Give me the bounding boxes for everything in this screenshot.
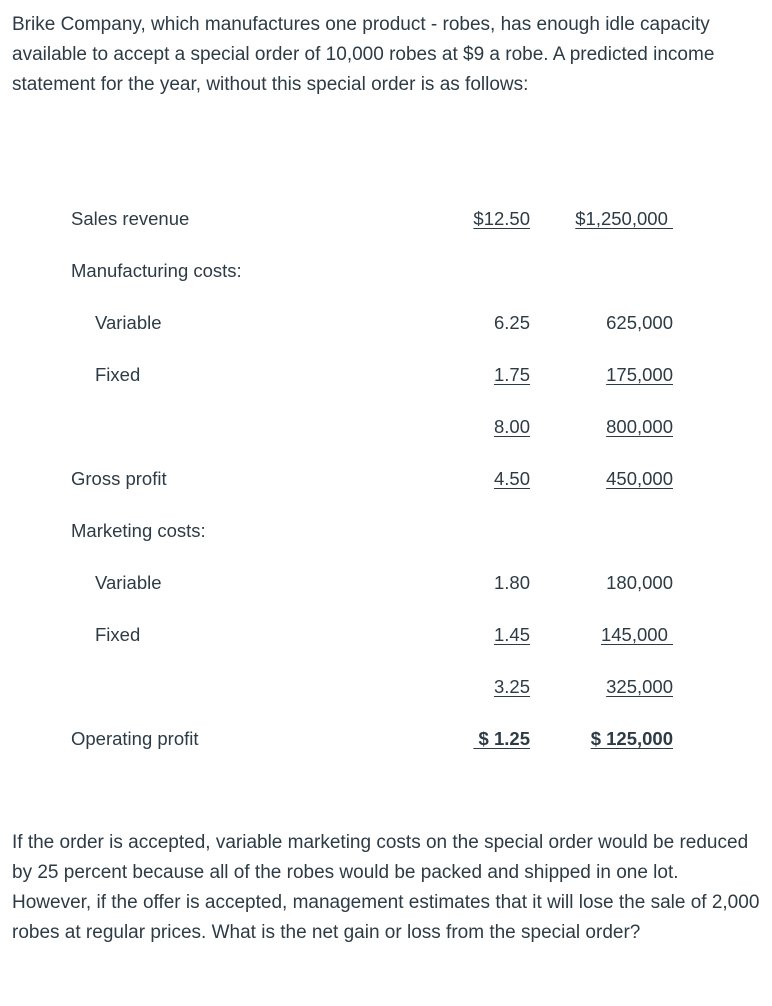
row-operating-profit	[0, 724, 772, 754]
label-marketing-costs: Marketing costs:	[71, 520, 206, 541]
row-gross-profit	[0, 464, 772, 494]
mkt-fixed-total: 145,000	[600, 624, 673, 645]
sales-revenue-total: $1,250,000	[575, 208, 673, 229]
row-marketing-header	[0, 516, 772, 546]
row-mfg-total	[0, 412, 772, 442]
mfg-fixed-per-unit: 1.75	[493, 364, 530, 385]
row-mkt-fixed	[0, 620, 772, 650]
gross-profit-per-unit: 4.50	[493, 468, 530, 489]
label-gross-profit: Gross profit	[71, 468, 167, 489]
mfg-variable-per-unit: 6.25	[493, 312, 530, 333]
gross-profit-total: 450,000	[606, 468, 673, 489]
mfg-total-total: 800,000	[606, 416, 673, 437]
mkt-variable-total: 180,000	[606, 572, 673, 593]
row-mkt-total	[0, 672, 772, 702]
label-mkt-fixed: Fixed	[95, 624, 141, 645]
row-sales-revenue	[0, 204, 772, 234]
question-paragraph: If the order is accepted, variable marketing costs on the special order would be reduced by 25 percent because all of the robes would be packed and shipped in one lot. However, if the offer is accepted, management estimates that it will lose the sale of 2,000 robes at regular prices. What is the net gain or loss from the special order?	[12, 832, 760, 943]
operating-profit-per-unit: $ 1.25	[473, 728, 530, 749]
label-manufacturing-costs: Manufacturing costs:	[71, 260, 242, 281]
mfg-total-per-unit: 8.00	[493, 416, 530, 437]
row-mfg-variable	[0, 308, 772, 338]
label-mfg-fixed: Fixed	[95, 364, 141, 385]
mkt-variable-per-unit: 1.80	[493, 572, 530, 593]
mkt-total-per-unit: 3.25	[493, 676, 530, 697]
row-manufacturing-header	[0, 256, 772, 286]
intro-paragraph: Brike Company, which manufactures one product - robes, has enough idle capacity available to accept a special order of 10,000 robes at $9 a robe. A predicted income statement for the year, without this special order is as follows:	[12, 14, 715, 95]
mfg-variable-total: 625,000	[606, 312, 673, 333]
label-sales-revenue: Sales revenue	[71, 208, 190, 229]
operating-profit-total: $ 125,000	[590, 728, 673, 749]
label-mkt-variable: Variable	[95, 572, 162, 593]
row-mkt-variable	[0, 568, 772, 598]
mfg-fixed-total: 175,000	[606, 364, 673, 385]
label-operating-profit: Operating profit	[71, 728, 199, 749]
mkt-total-total: 325,000	[606, 676, 673, 697]
sales-revenue-per-unit: $12.50	[473, 208, 530, 229]
row-mfg-fixed	[0, 360, 772, 390]
mkt-fixed-per-unit: 1.45	[493, 624, 530, 645]
label-mfg-variable: Variable	[95, 312, 162, 333]
